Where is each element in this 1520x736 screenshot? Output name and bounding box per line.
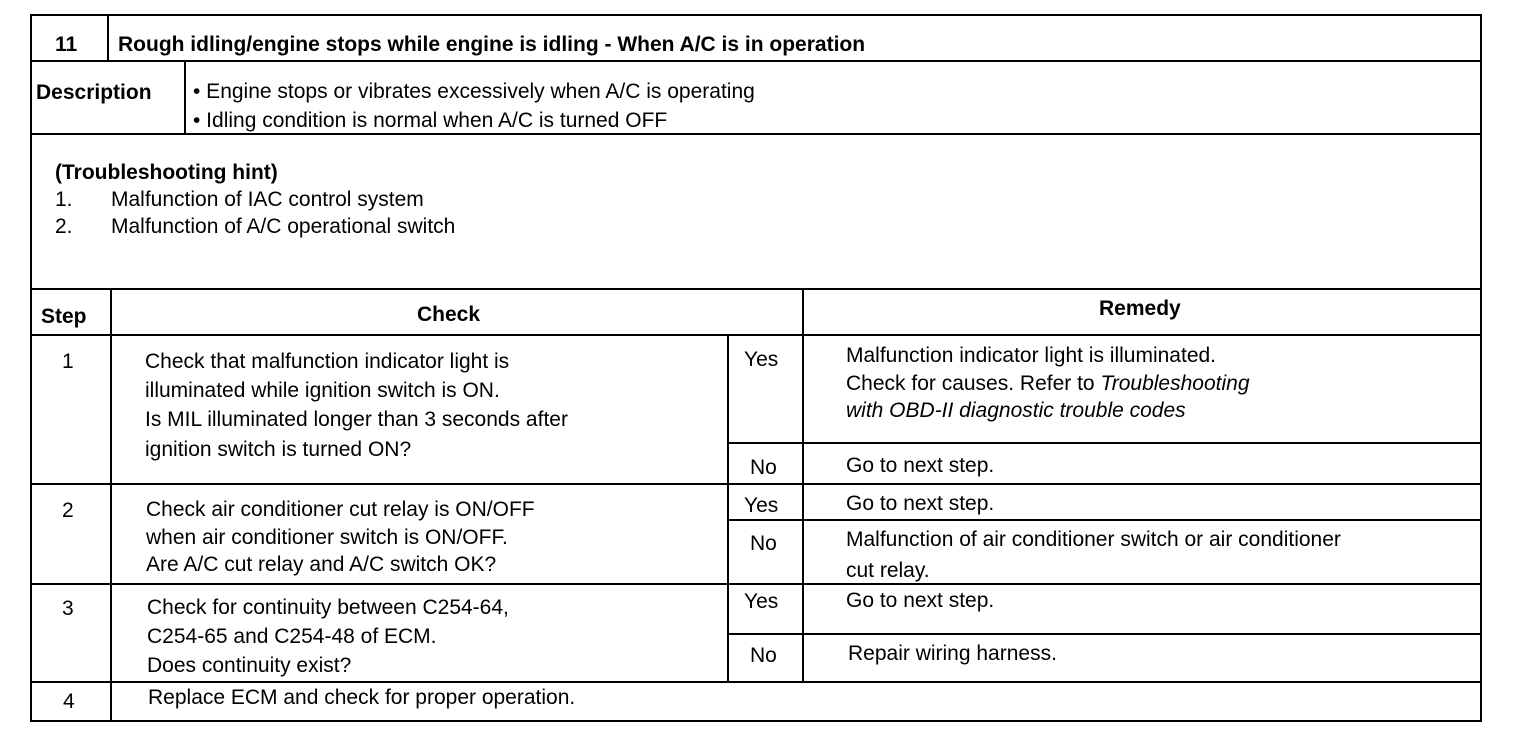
remedy-line: Go to next step. bbox=[846, 589, 995, 612]
check-line: illuminated while ignition switch is ON. bbox=[145, 379, 500, 402]
column-header-bottom-line bbox=[30, 334, 1482, 336]
step1-yes-no-line bbox=[728, 442, 1482, 444]
remedy-reference: with OBD-II diagnostic trouble codes bbox=[846, 399, 1186, 422]
step-column-header: Step bbox=[41, 305, 87, 328]
hint-item: Malfunction of IAC control system bbox=[111, 188, 424, 211]
hint-number: 1. bbox=[55, 188, 73, 211]
procedure-title: Rough idling/engine stops while engine is idling - When A/C is in operation bbox=[118, 33, 866, 56]
no-label: No bbox=[750, 644, 777, 667]
check-column-header: Check bbox=[417, 303, 481, 326]
remedy-line: cut relay. bbox=[846, 559, 930, 582]
remedy-line: Repair wiring harness. bbox=[848, 642, 1057, 665]
check-line: Are A/C cut relay and A/C switch OK? bbox=[146, 553, 497, 576]
check-line: Check for continuity between C254-64, bbox=[147, 596, 509, 619]
check-line: Replace ECM and check for proper operation. bbox=[148, 686, 576, 709]
check-column-line bbox=[802, 289, 804, 683]
step3-yes-no-line bbox=[728, 633, 1482, 635]
remedy-line: Malfunction of air conditioner switch or air conditioner bbox=[846, 528, 1341, 551]
remedy-line: Malfunction indicator light is illuminated. bbox=[846, 344, 1217, 367]
no-label: No bbox=[750, 532, 777, 555]
step-number: 3 bbox=[62, 597, 74, 620]
hint-title: (Troubleshooting hint) bbox=[55, 161, 278, 184]
remedy-line-text: Check for causes. Refer to bbox=[846, 372, 1101, 395]
remedy-line bbox=[846, 370, 1250, 398]
description-item: • Engine stops or vibrates excessively when A/C is operating bbox=[193, 80, 755, 103]
no-label: No bbox=[750, 456, 777, 479]
step3-bottom-line bbox=[30, 681, 1482, 683]
check-line: Check that malfunction indicator light is bbox=[145, 350, 510, 373]
remedy-reference: Troubleshooting bbox=[1100, 372, 1250, 395]
check-line: Check air conditioner cut relay is ON/OFF bbox=[146, 498, 535, 521]
description-item: • Idling condition is normal when A/C is turned OFF bbox=[193, 109, 668, 132]
step-number: 4 bbox=[63, 690, 75, 713]
yes-label: Yes bbox=[744, 494, 779, 517]
step-number: 1 bbox=[62, 350, 74, 373]
yes-label: Yes bbox=[744, 590, 779, 613]
header-bottom-line bbox=[30, 60, 1482, 62]
step1-bottom-line bbox=[30, 483, 1482, 485]
check-line: Is MIL illuminated longer than 3 seconds after bbox=[145, 408, 568, 431]
check-line: C254-65 and C254-48 of ECM. bbox=[147, 625, 437, 648]
procedure-number: 11 bbox=[55, 33, 78, 56]
yes-no-column-line bbox=[727, 335, 729, 683]
remedy-line: Go to next step. bbox=[846, 454, 995, 477]
hint-number: 2. bbox=[55, 215, 73, 238]
check-line: ignition switch is turned ON? bbox=[145, 438, 412, 461]
remedy-column-header: Remedy bbox=[1099, 297, 1181, 320]
yes-label: Yes bbox=[744, 348, 779, 371]
check-line: Does continuity exist? bbox=[147, 654, 352, 677]
header-divider bbox=[107, 14, 109, 62]
hint-bottom-line bbox=[30, 288, 1482, 290]
step2-bottom-line bbox=[30, 583, 1482, 585]
step-column-line bbox=[110, 289, 112, 721]
description-label: Description bbox=[36, 81, 152, 104]
step2-yes-no-line bbox=[728, 519, 1482, 521]
step-number: 2 bbox=[62, 499, 74, 522]
description-divider bbox=[184, 61, 186, 135]
hint-item: Malfunction of A/C operational switch bbox=[111, 215, 456, 238]
check-line: when air conditioner switch is ON/OFF. bbox=[146, 526, 508, 549]
remedy-line: Go to next step. bbox=[846, 492, 995, 515]
